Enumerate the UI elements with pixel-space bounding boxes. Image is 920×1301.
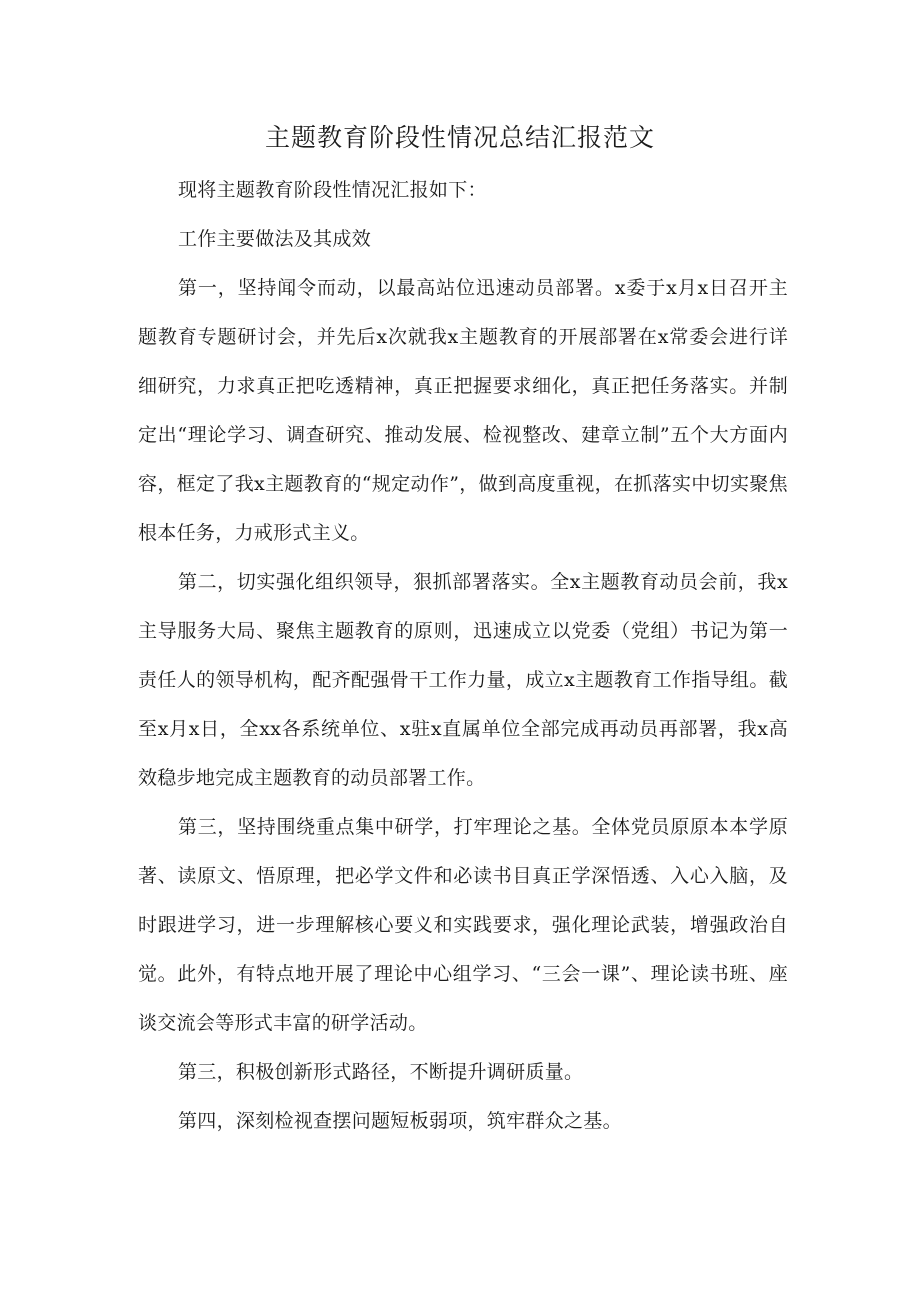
paragraph-fourth: 第四，深刻检视查摆问题短板弱项，筑牢群众之基。	[178, 1110, 622, 1132]
section-heading: 工作主要做法及其成效	[178, 228, 372, 250]
document-body	[138, 166, 788, 1146]
paragraph-third: 第三，坚持围绕重点集中研学，打牢理论之基。全体党员原原本本学原著、读原文、悟原理，把必学文件和必读书目真正学深悟透、入心入脑，及时跟进学习，进一步理解核心要义和实践要求，强化理论武装，增强政治自觉。此外，有特点地开展了理论中心组学习、“三会一课”、理论读书班、座谈交流会等形式丰富的研学活动。	[138, 816, 788, 1034]
paragraph-first: 第一，坚持闻令而动，以最高站位迅速动员部署。x委于x月x日召开主题教育专题研讨会，并先后x次就我x主题教育的开展部署在x常委会进行详细研究，力求真正把吃透精神，真正把握要求细化，真正把任务落实。并制定出“理论学习、调查研究、推动发展、检视整改、建章立制”五个大方面内容，框定了我x主题教育的“规定动作”，做到高度重视，在抓落实中切实聚焦根本任务，力戒形式主义。	[138, 277, 788, 544]
intro-paragraph: 现将主题教育阶段性情况汇报如下：	[178, 179, 487, 201]
document-title: 主题教育阶段性情况总结汇报范文	[264, 123, 655, 152]
paragraph-second: 第二，切实强化组织领导，狠抓部署落实。全x主题教育动员会前，我x主导服务大局、聚焦主题教育的原则，迅速成立以党委（党组）书记为第一责任人的领导机构，配齐配强骨干工作力量，成立x主题教育工作指导组。截至x月x日，全xx各系统单位、x驻x直属单位全部完成再动员再部署，我x高效稳步地完成主题教育的动员部署工作。	[138, 571, 788, 789]
paragraph-third-b: 第三，积极创新形式路径，不断提升调研质量。	[178, 1061, 584, 1083]
